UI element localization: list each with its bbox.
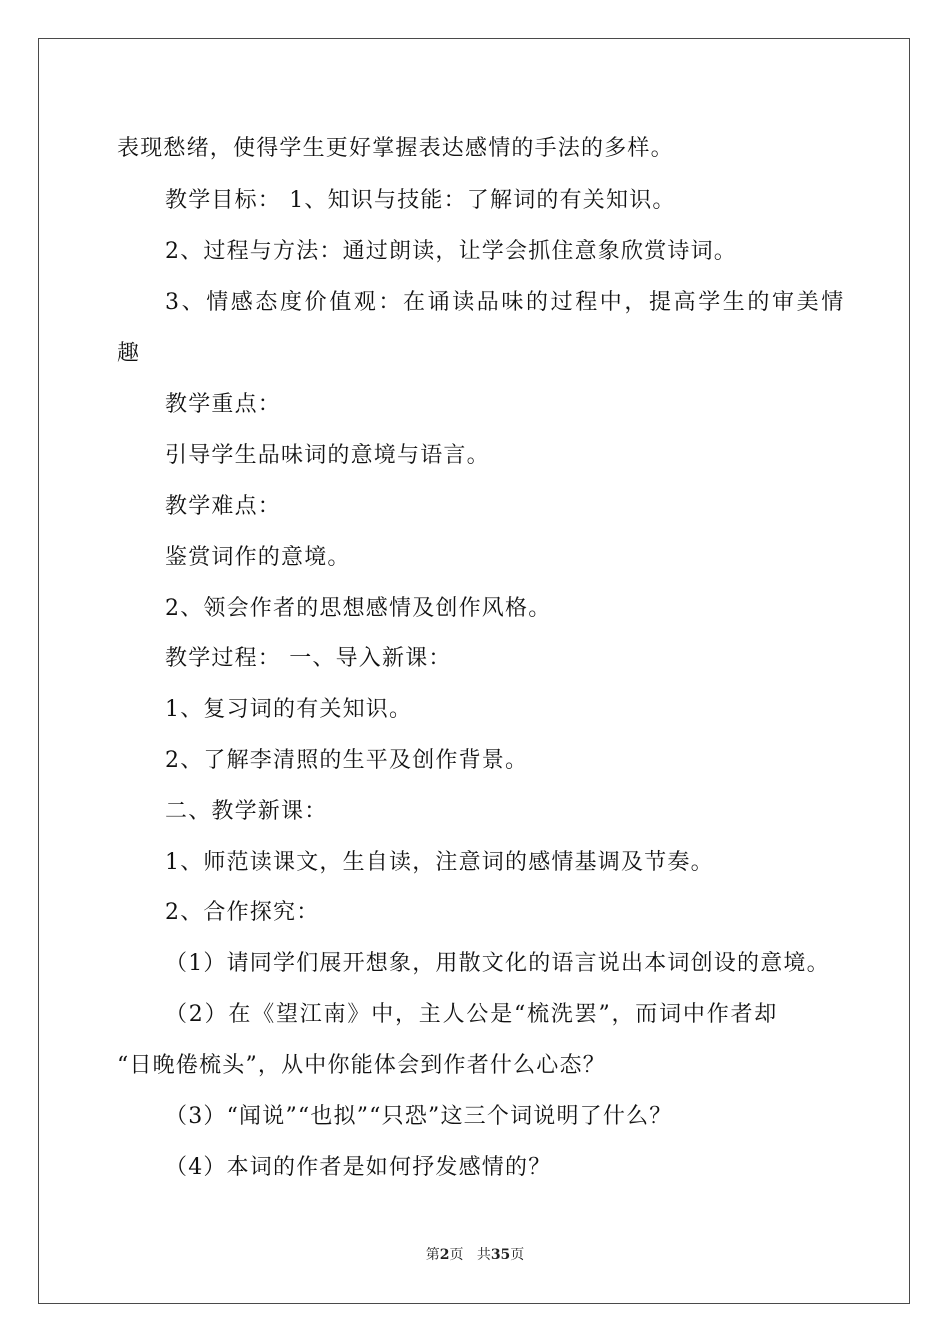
page-number: 2: [439, 1247, 450, 1263]
text-line: 2、领会作者的思想感情及创作风格。: [165, 596, 552, 621]
section-heading: 教学过程： 一、导入新课：: [165, 646, 452, 671]
text-line: 引导学生品味词的意境与语言。: [165, 443, 490, 468]
text-line: （4）本词的作者是如何抒发感情的？: [165, 1155, 552, 1180]
text-line: 教学目标： 1、知识与技能：了解词的有关知识。: [165, 188, 676, 213]
text-line: 3、情感态度价值观：在诵读品味的过程中，提高学生的审美情: [165, 290, 846, 315]
text-line: 2、过程与方法：通过朗读，让学会抓住意象欣赏诗词。: [165, 239, 737, 264]
text-line: 鉴赏词作的意境。: [165, 545, 351, 570]
section-heading: 教学难点：: [165, 494, 282, 519]
text-line: （3）“闻说”“也拟”“只恐”这三个词说明了什么？: [165, 1104, 673, 1129]
text-line: “日晚倦梳头”，从中你能体会到作者什么心态？: [117, 1053, 606, 1078]
total-prefix: 共: [476, 1247, 491, 1263]
total-suffix: 页: [510, 1247, 525, 1263]
text-line: 1、复习词的有关知识。: [165, 697, 413, 722]
section-heading: 教学重点：: [165, 392, 282, 417]
text-line: 趣: [117, 341, 141, 366]
text-line: 2、了解李清照的生平及创作背景。: [165, 748, 529, 773]
text-line: 表现愁绪，使得学生更好掌握表达感情的手法的多样。: [117, 136, 674, 161]
page-prefix: 第: [425, 1247, 440, 1263]
page-footer: [0, 1246, 950, 1264]
section-heading: 二、教学新课：: [165, 799, 328, 824]
text-line: 1、师范读课文，生自读，注意词的感情基调及节奏。: [165, 850, 714, 875]
text-line: （2）在《望江南》中，主人公是“梳洗罢”，而词中作者却: [165, 1002, 779, 1027]
text-line: （1）请同学们展开想象，用散文化的语言说出本词创设的意境。: [165, 951, 830, 976]
text-line: 2、合作探究：: [165, 900, 320, 925]
total-pages: 35: [490, 1247, 511, 1263]
page-suffix: 页: [449, 1247, 464, 1263]
